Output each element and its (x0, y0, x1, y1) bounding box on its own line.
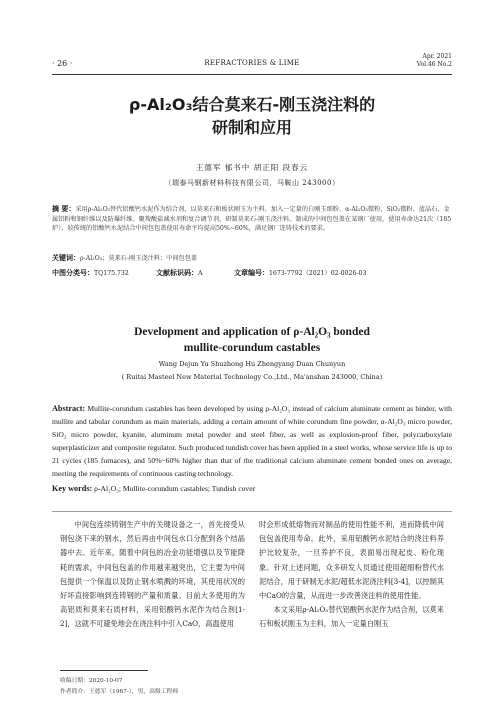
body-paragraph: 中间包连续铸钢生产中的关键设备之一，首先接受从钢包浇下来的钢水，然后再由中间包水口分配到各个结晶器中去。近年来，随着中间包的冶金功能增强以及节能降耗的需求，中间包包盖的作用越来越突出，它主要为中间包提供一个保温以及防止钢水喷溅的环境，其使用状况的好坏直接影响到连铸钢的产量和质量。目前大多使用的为高铝质和莫来石质材料，采用铝酸钙水泥作为结合剂[1-2]，这就不可避免地会在浇注料中引入CaO，高温使用 (60, 520, 245, 629)
chinese-title-line2: 研制和应用 (211, 118, 292, 137)
chinese-title-line1: ρ-Al₂O₃结合莫来石-刚玉浇注料的 (128, 95, 376, 114)
author-intro-footnote: 作者简介：王德军（1967-），男，高级工程师 (60, 689, 179, 695)
journal-name: REFRACTORIES & LIME (204, 59, 300, 67)
english-title-line2: mullite-corundum castables (183, 342, 321, 354)
issue-volume: Vol.46 No.2 (416, 61, 452, 68)
english-title (52, 324, 452, 356)
english-abstract (52, 402, 452, 480)
chinese-abstract-text: 采用ρ-Al₂O₃替代铝酸钙水泥作为结合剂，以莫来石和板状刚玉为主料，加入一定量的白刚玉细粉、α-Al₂O₃微粉、SiO₂微粉、蓝晶石、金属铝粉和钢纤维以及防爆纤维、聚羧酸盐减水剂和复合调节剂，研制莫来石-刚玉浇注料。制成的中间包包盖在某钢厂使用，使用寿命达21次（185炉），较传统的铝酸钙水泥结合中间包包盖使用寿命平均提高50%~60%，满足钢厂连铸技术的要求。 (52, 206, 452, 232)
body-paragraph: 时会形成低熔物而对制品的使用性能不利，进而降低中间包包盖使用寿命。此外，采用铝酸钙水泥结合的浇注料养护比较复杂，一旦养护不良，表面易出现起皮、粉化现象。针对上述问题，众多研发人员通过使用超细粉替代水泥结合，用于研制无水泥/超低水泥浇注料[3-4]，以控制其中CaO的含量，从而进一步改善浇注料的使用性能。 (259, 520, 444, 601)
chinese-keywords-text: ρ-Al₂O₃；莫来石-刚玉浇注料；中间包包盖 (80, 255, 198, 262)
chinese-keywords (52, 253, 452, 263)
page-number: · 26 · (52, 59, 73, 68)
issue-date: Apr. 2021 (422, 53, 452, 60)
clc-number: 中图分类号：TQ175.732 (52, 269, 129, 277)
english-keywords (52, 484, 452, 493)
chinese-affiliation: （瑞泰马钢新材料科技有限公司，马鞍山 243000） (164, 179, 340, 187)
chinese-abstract (52, 205, 452, 234)
body-paragraph: 本文采用ρ-Al₂O₃替代铝酸钙水泥作为结合剂，以莫来石和板状刚玉为主料，加入一定量白刚玉 (259, 605, 444, 629)
english-keywords-label: Key words: (52, 484, 93, 493)
received-date-footnote: 收稿日期：2020-10-07 (60, 678, 123, 684)
issue-info (417, 53, 452, 69)
article-number: 文章编号：1673-7792（2021）02-0026-03 (234, 269, 367, 277)
header-divider (52, 74, 452, 75)
chinese-abstract-label: 摘 要： (52, 205, 76, 213)
english-title-line1: Development and application of ρ-Al₂O₃ bonded (134, 326, 370, 338)
running-header (52, 52, 452, 74)
english-abstract-label: Abstract: (52, 404, 86, 413)
chinese-keywords-label: 关键词： (52, 254, 80, 262)
english-abstract-text: Mullite-corundum castables has been developed by using ρ-Al₂O₃ instead of calcium aluminate cement as binder, with mullite and tabular corundum as main materials, adding a certain amount of white corundum fine powder, α-Al₂O₃ micro powder, SiO₂ micro powder, kyanite, aluminum metal powder and steel fiber, as well as explosion-proof fiber, polycarboxylate superplasticizer and composite regulator. Such produced tundish cover has been applied in a steel works, whose service life is up to 21 cycles (185 furnaces), and 50%~60% higher than that of the traditional calcium aluminate cement bonded ones on average, meeting the requirements of continuous casting technology. (52, 404, 452, 478)
chinese-authors: 王德军 郁书中 胡正阳 段春云 (195, 163, 309, 172)
english-affiliation: ( Ruitai Masteel New Material Technology Co.,Ltd., Ma'anshan 243000, China) (121, 373, 383, 381)
abstract-divider (52, 511, 452, 512)
footnote-divider (60, 670, 148, 671)
chinese-title (52, 93, 452, 139)
body-column-left (60, 518, 245, 632)
english-authors: Wang Dejun Yu Shuzhong Hu Zhengyang Duan Chunyun (158, 360, 346, 368)
english-keywords-text: ρ-Al₂O₃; Mullite-corundum castables; Tundish cover (94, 484, 256, 493)
body-column-right (259, 518, 444, 632)
document-code: 文献标识码：A (156, 269, 203, 277)
